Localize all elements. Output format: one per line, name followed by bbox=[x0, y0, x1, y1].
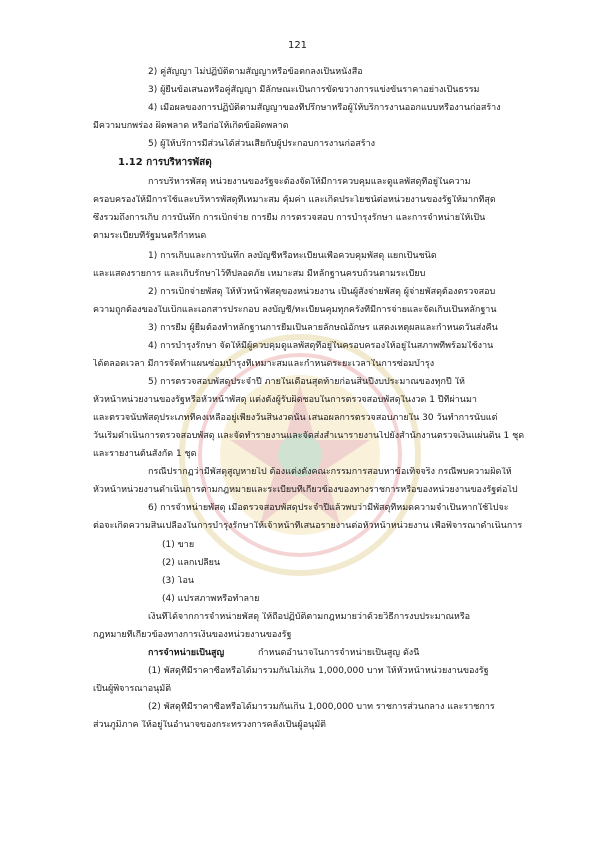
text-line: และตรวจนับพัสดุประเภทที่คงเหลืออยู่เพียงวันสิ้นงวดนั้น เสนอผลการตรวจสอบภายใน 30 วันทำการนับแต่ bbox=[93, 413, 498, 423]
text-line: และรายงานต้นสังกัด 1 ชุด bbox=[93, 449, 197, 459]
disposal-item: (2) แลกเปลี่ยน bbox=[162, 558, 221, 568]
text-line: 1) การเก็บและการบันทึก ลงบัญชีหรือทะเบียนเพื่อควบคุมพัสดุ แยกเป็นชนิด bbox=[148, 251, 437, 261]
text-line: กฎหมายที่เกี่ยวข้องทางการเงินของหน่วยงานของรัฐ bbox=[93, 630, 292, 640]
text-line: 3) ผู้ยื่นข้อเสนอหรือคู่สัญญา มีลักษณะเป็นการขัดขวางการแข่งขันราคาอย่างเป็นธรรม bbox=[148, 85, 480, 95]
text-line: เงินที่ได้จากการจำหน่ายพัสดุ ให้ถือปฏิบัติตามกฎหมายว่าด้วยวิธีการงบประมาณหรือ bbox=[148, 612, 471, 622]
text-line: กรณีปรากฏว่ามีพัสดุสูญหายไป ต้องแต่งตั้งคณะกรรมการสอบหาข้อเท็จจริง กรณีพบความผิดให้ bbox=[148, 467, 512, 477]
text-line: ตามระเบียบที่รัฐมนตรีกำหนด bbox=[93, 231, 207, 241]
text-line: หัวหน้าหน่วยงานของรัฐหรือหัวหน้าพัสดุ แต่งตั้งผู้รับผิดชอบในการตรวจสอบพัสดุในงวด 1 ปีที่ผ่านมา bbox=[93, 395, 477, 405]
text-line: ซึ่งรวมถึงการเก็บ การบันทึก การเบิกจ่าย การยืม การตรวจสอบ การบำรุงรักษา และการจำหน่ายให้เป็น bbox=[93, 213, 486, 223]
text-line: ส่วนภูมิภาค ให้อยู่ในอำนาจของกระทรวงการคลังเป็นผู้อนุมัติ bbox=[93, 720, 327, 730]
text-line: กำหนดอำนาจในการจำหน่ายเป็นสูญ ดังนี้ bbox=[258, 648, 420, 658]
subheading-write-off: การจำหน่ายเป็นสูญ bbox=[148, 648, 225, 658]
text-line: (2) พัสดุที่มีราคาซื้อหรือได้มารวมกันเกิน 1,000,000 บาท ราชการส่วนกลาง และราชการ bbox=[148, 702, 495, 712]
text-line: 2) คู่สัญญา ไม่ปฏิบัติตามสัญญาหรือข้อตกลงเป็นหนังสือ bbox=[148, 67, 363, 77]
text-line: หัวหน้าหน่วยงานดำเนินการตามกฎหมายและระเบียบที่เกี่ยวข้องของทางราชการหรือของหน่วยงานของรัฐต่อไป bbox=[93, 485, 518, 495]
text-line: ต่อจะเกิดความสิ้นเปลืองในการบำรุงรักษาให้เจ้าหน้าที่เสนอรายงานต่อหัวหน้าหน่วยงาน เพื่อพิจารณาดำเนินการ bbox=[93, 521, 523, 531]
text-line: 5) การตรวจสอบพัสดุประจำปี ภายในเดือนสุดท้ายก่อนสิ้นปีงบประมาณของทุกปี ให้ bbox=[148, 377, 465, 387]
disposal-item: (4) แปรสภาพหรือทำลาย bbox=[162, 594, 260, 604]
text-line: 2) การเบิกจ่ายพัสดุ ให้หัวหน้าพัสดุของหน่วยงาน เป็นผู้สั่งจ่ายพัสดุ ผู้จ่ายพัสดุต้องตรวจสอบ bbox=[148, 287, 496, 297]
text-line: ครอบครองให้มีการใช้และบริหารพัสดุที่เหมาะสม คุ้มค่า และเกิดประโยชน์ต่อหน่วยงานของรัฐให้มากที่สุด bbox=[93, 195, 496, 205]
text-line: ความถูกต้องของใบเบิกและเอกสารประกอบ ลงบัญชี/ทะเบียนคุมทุกครั้งที่มีการจ่ายและจัดเก็บเป็นหลักฐาน bbox=[93, 305, 497, 315]
disposal-item: (1) ขาย bbox=[162, 540, 195, 550]
disposal-item: (3) โอน bbox=[162, 576, 195, 586]
text-line: วันเริ่มดำเนินการตรวจสอบพัสดุ และจัดทำรายงานและจัดส่งสำเนารายงานไปยังสำนักงานตรวจเงินแผ่นดิน 1 ชุด bbox=[93, 431, 525, 441]
text-line: ได้ตลอดเวลา มีการจัดทำแผนซ่อมบำรุงที่เหมาะสมและกำหนดระยะเวลาในการซ่อมบำรุง bbox=[93, 359, 435, 369]
section-heading: 1.12 การบริหารพัสดุ bbox=[118, 157, 212, 168]
text-line: 3) การยืม ผู้ยืมต้องทำหลักฐานการยืมเป็นลายลักษณ์อักษร แสดงเหตุผลและกำหนดวันส่งคืน bbox=[148, 323, 498, 333]
text-line: เป็นผู้พิจารณาอนุมัติ bbox=[93, 684, 172, 694]
text-line: 4) เมื่อผลของการปฏิบัติตามสัญญาของที่ปรึกษาหรือผู้ให้บริการงานออกแบบหรืองานก่อสร้าง bbox=[148, 103, 501, 113]
page-number: 121 bbox=[287, 40, 308, 51]
text-line: (1) พัสดุที่มีราคาซื้อหรือได้มารวมกันไม่เกิน 1,000,000 บาท ให้หัวหน้าหน่วยงานของรัฐ bbox=[148, 666, 489, 676]
text-line: 4) การบำรุงรักษา จัดให้มีผู้ควบคุมดูแลพัสดุที่อยู่ในครอบครองให้อยู่ในสภาพที่พร้อมใช้งาน bbox=[148, 341, 494, 351]
text-line: มีความบกพร่อง ผิดพลาด หรือก่อให้เกิดข้อผิดพลาด bbox=[93, 121, 289, 131]
text-line: การบริหารพัสดุ หน่วยงานของรัฐจะต้องจัดให้มีการควบคุมและดูแลพัสดุที่อยู่ในความ bbox=[148, 177, 471, 187]
text-line: 6) การจำหน่ายพัสดุ เมื่อตรวจสอบพัสดุประจำปีแล้วพบว่ามีพัสดุที่หมดความจำเป็นหากใช้ไปจะ bbox=[148, 503, 509, 513]
text-line: และแสดงรายการ และเก็บรักษาไว้ที่ปลอดภัย เหมาะสม มีหลักฐานครบถ้วนตามระเบียบ bbox=[93, 269, 426, 279]
text-line: 5) ผู้ให้บริการมีส่วนได้ส่วนเสียกับผู้ประกอบการงานก่อสร้าง bbox=[148, 139, 376, 149]
